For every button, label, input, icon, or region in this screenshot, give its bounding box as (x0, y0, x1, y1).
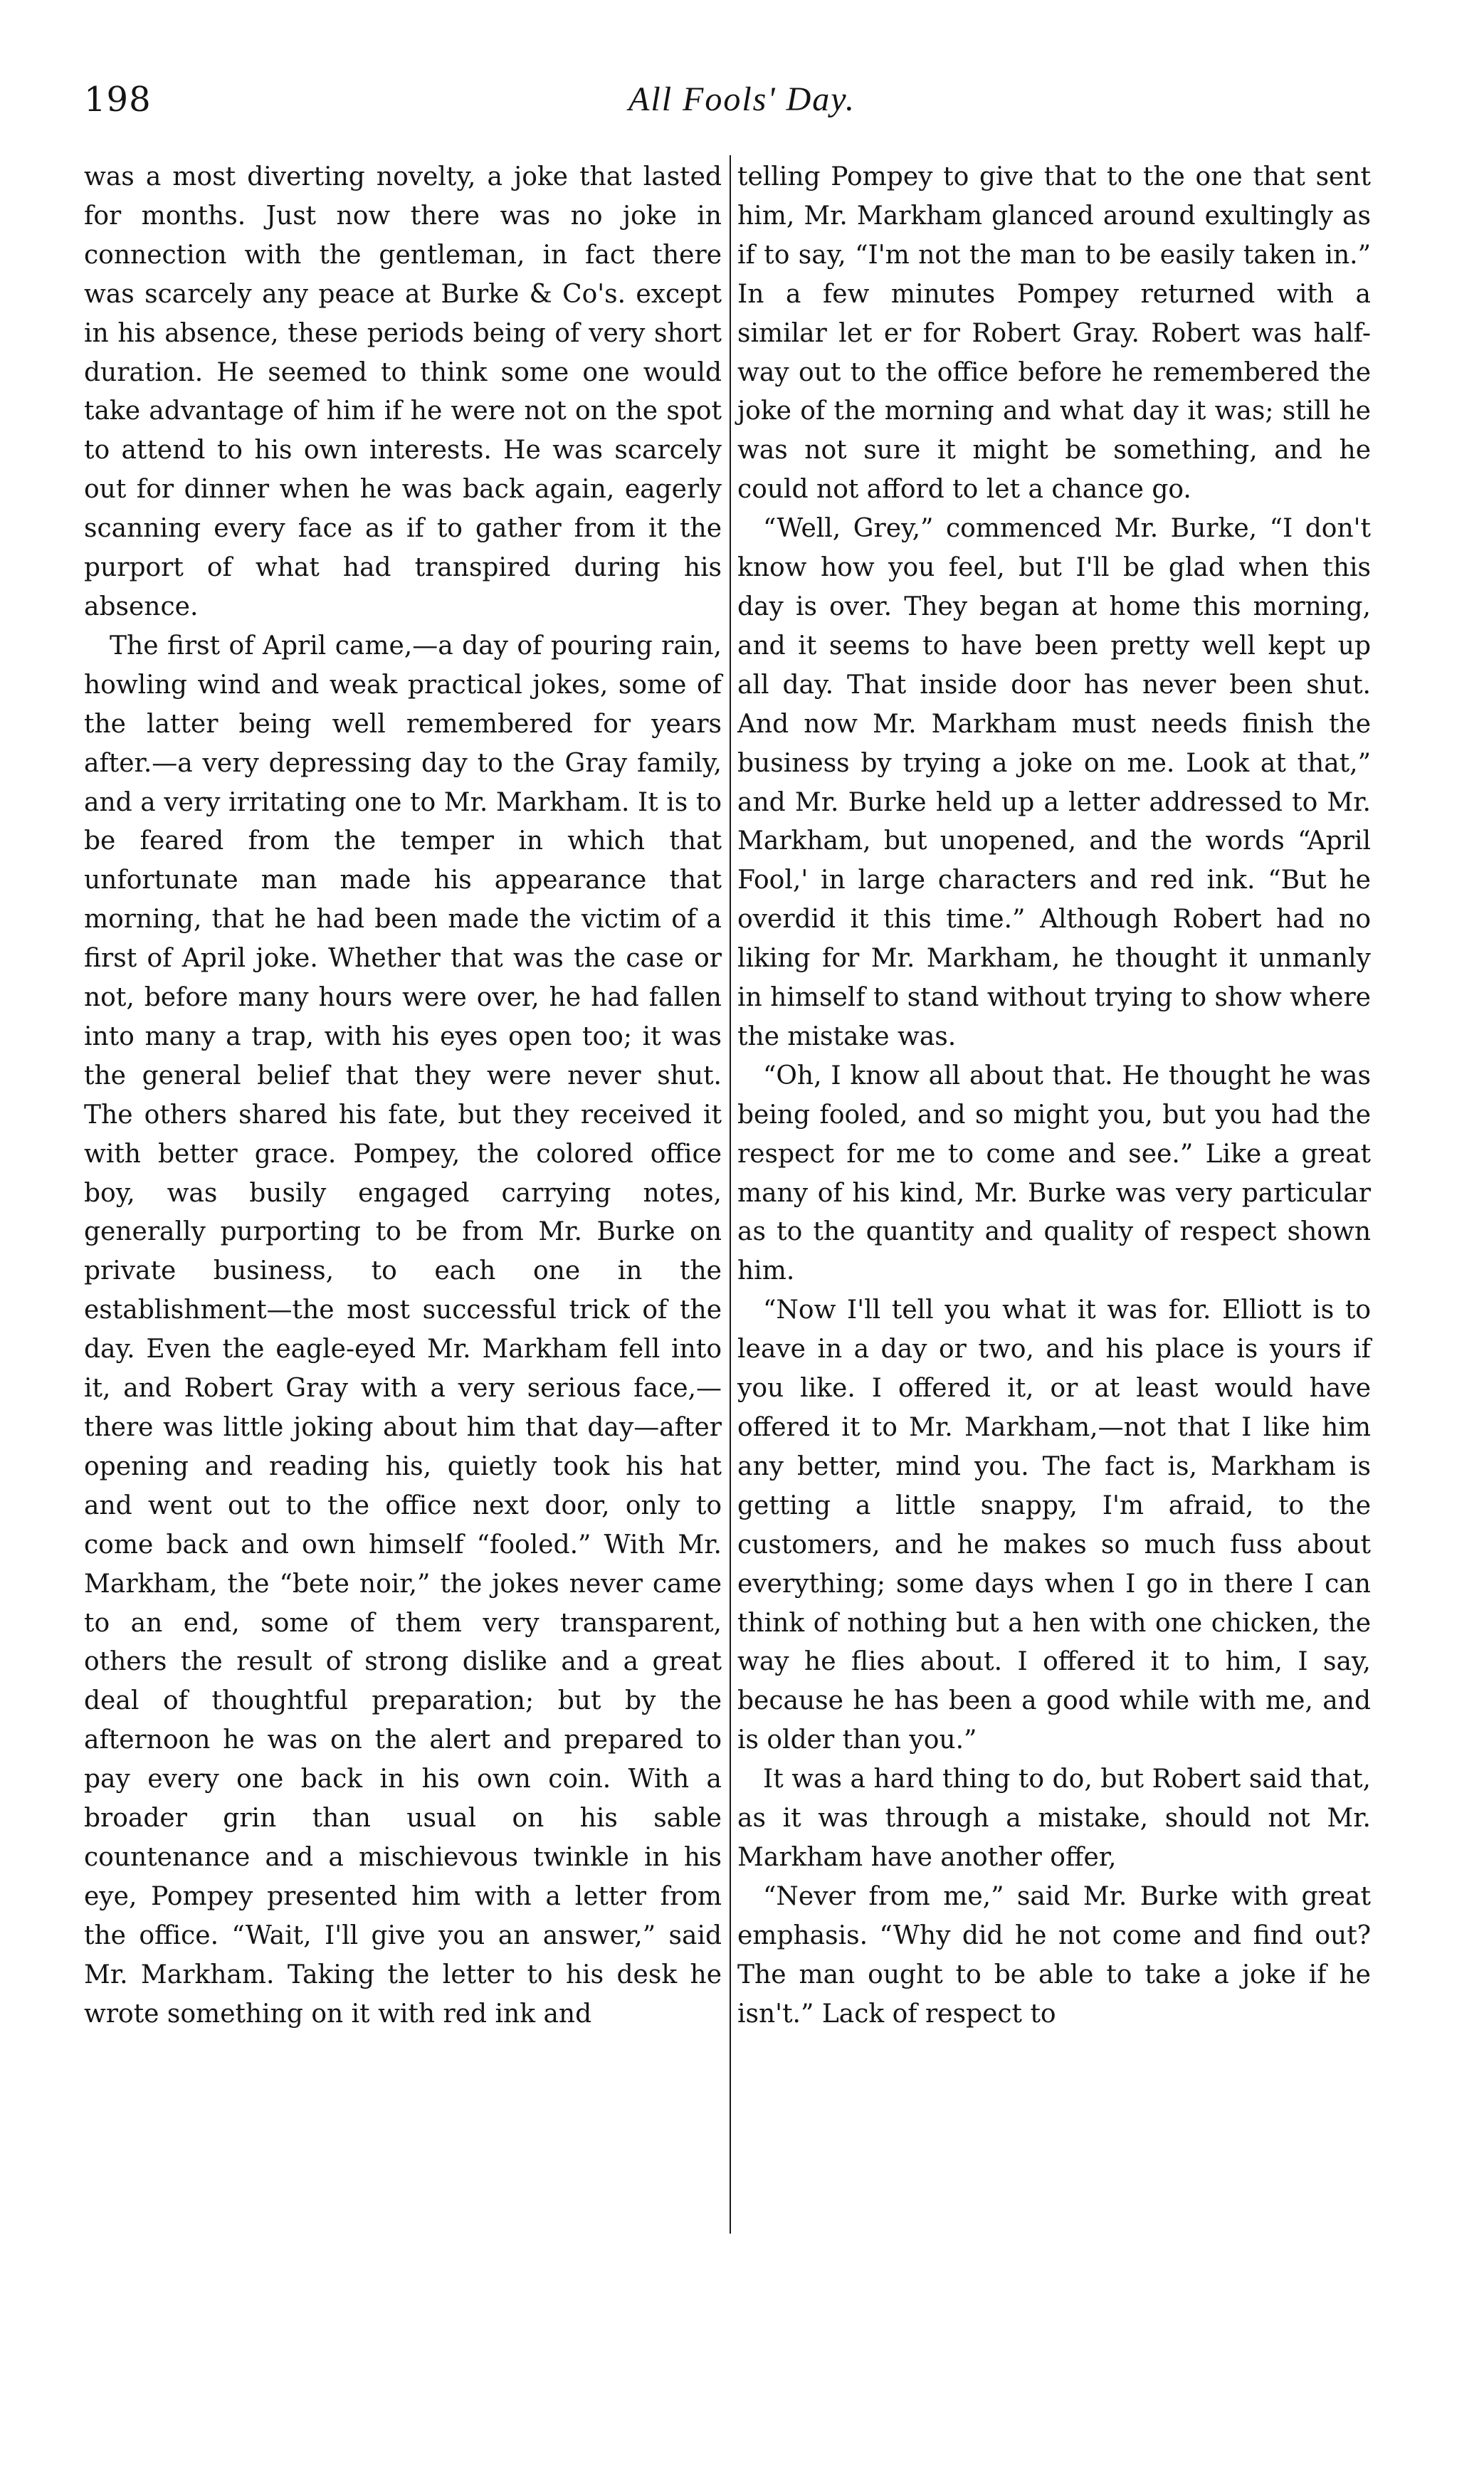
right-paragraph-3: “Oh, I know all about that. He thought he was being fooled, and so might you, but you had the respect for me to come and see.” Like a great many of his kind, Mr. Burke was very particular as to the quantity and quality of respect shown him. (737, 1061, 1371, 1286)
right-paragraph-6: “Never from me,” said Mr. Burke with great emphasis. “Why did he not come and find out? The man ought to be able to take a joke if he isn't.” Lack of respect to (737, 1881, 1371, 2029)
right-paragraph-4: “Now I'll tell you what it was for. Elliott is to leave in a day or two, and his place is yours if you like. I offered it, or at least would have offered it to Mr. Markham,—not that I like him any better, mind you. The fact is, Markham is getting a little snappy, I'm afraid, to the customers, and he makes so much fuss about everything; some days when I go in there I can think of nothing but a hen with one chicken, the way he flies about. I offered it to him, I say, because he has been a good while with me, and is older than you.” (737, 1295, 1371, 1755)
left-column (84, 158, 722, 2034)
right-paragraph-1: telling Pompey to give that to the one that sent him, Mr. Markham glanced around exultingly as if to say, “I'm not the man to be easily taken in.” In a few minutes Pompey returned with a similar let er for Robert Gray. Robert was half-way out to the office before he remembered the joke of the morning and what day it was; still he was not sure it might be something, and he could not afford to let a chance go. (737, 162, 1371, 505)
left-paragraph-2: The first of April came,—a day of pouring rain, howling wind and weak practical jokes, some of the latter being well remembered for years after.—a very depressing day to the Gray family, and a very irritating one to Mr. Markham. It is to be feared from the temper in which that unfortunate man made his appearance that morning, that he had been made the victim of a first of April joke. Whether that was the case or not, before many hours were over, he had fallen into many a trap, with his eyes open too; it was the general belief that they were never shut. The others shared his fate, but they received it with better grace. Pompey, the colored office boy, was busily engaged carrying notes, generally purporting to be from Mr. Burke on private business, to each one in the establishment—the most successful trick of the day. Even the eagle-eyed Mr. Markham fell into it, and Robert Gray with a very serious face,—there was little joking about him that day—after opening and reading his, quietly took his hat and went out to the office next door, only to come back and own himself “fooled.” With Mr. Markham, the “bete noir,” the jokes never came to an end, some of them very transparent, others the result of strong dislike and a great deal of thoughtful preparation; but by the afternoon he was on the alert and prepared to pay every one back in his own coin. With a broader grin than usual on his sable countenance and a mischievous twinkle in his eye, Pompey presented him with a letter from the office. “Wait, I'll give you an answer,” said Mr. Markham. Taking the letter to his desk he wrote something on it with red ink and (84, 631, 722, 2029)
running-title: All Fools' Day. (628, 80, 856, 118)
right-paragraph-2: “Well, Grey,” commenced Mr. Burke, “I don't know how you feel, but I'll be glad when this day is over. They began at home this morning, and it seems to have been pretty well kept up all day. That inside door has never been shut. And now Mr. Markham must needs finish the business by trying a joke on me. Look at that,” and Mr. Burke held up a letter addressed to Mr. Markham, but unopened, and the words “April Fool,' in large characters and red ink. “But he overdid it this time.” Although Robert had no liking for Mr. Markham, he thought it unmanly in himself to stand without trying to show where the mistake was. (737, 514, 1371, 1051)
page-number: 198 (84, 80, 152, 120)
left-paragraph-1: was a most diverting novelty, a joke that lasted for months. Just now there was no joke in connection with the gentleman, in fact there was scarcely any peace at Burke & Co's. except in his absence, these periods being of very short duration. He seemed to think some one would take advantage of him if he were not on the spot to attend to his own interests. He was scarcely out for dinner when he was back again, eagerly scanning every face as if to gather from it the purport of what had transpired during his absence. (84, 162, 722, 621)
right-column (737, 158, 1371, 2034)
column-divider (730, 155, 731, 2234)
right-paragraph-5: It was a hard thing to do, but Robert said that, as it was through a mistake, should not Mr. Markham have another offer, (737, 1765, 1371, 1872)
